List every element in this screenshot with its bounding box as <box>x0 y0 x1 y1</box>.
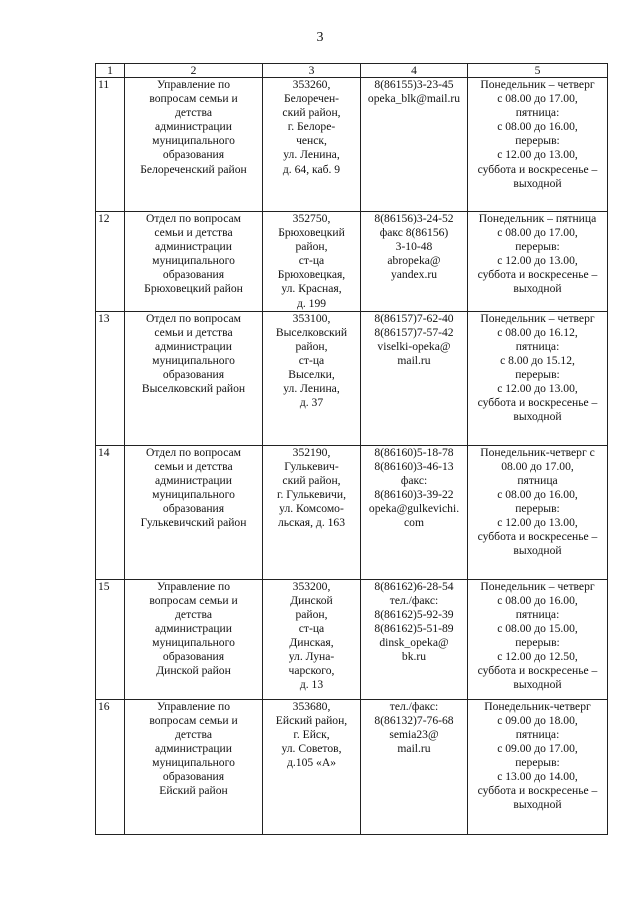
contacts-line: abropeka@ <box>387 254 441 268</box>
schedule-line: выходной <box>513 678 562 692</box>
schedule-line: пятница: <box>515 106 560 120</box>
contacts-line: 3-10-48 <box>395 240 433 254</box>
schedule-line: пятница: <box>515 607 560 621</box>
contacts-line: yandex.ru <box>390 268 438 282</box>
schedule-line: перерыв: <box>515 502 560 516</box>
agency-name-line: муниципального <box>152 487 235 501</box>
agency-name-line: образования <box>162 650 225 664</box>
schedule-line: Понедельник – четверг <box>480 579 595 593</box>
schedule-cell <box>468 579 608 699</box>
address-line: д. 199 <box>296 296 327 310</box>
address-line: Ейский район, <box>275 713 348 727</box>
contacts-line: 8(86157)7-62-40 <box>374 311 454 325</box>
agency-name-line: вопросам семьи и <box>149 92 238 106</box>
schedule-line: с 08.00 до 16.12, <box>497 325 578 339</box>
address-line: г. Ейск, <box>293 727 330 741</box>
schedule-cell <box>468 699 608 834</box>
agency-name-line: Динской район <box>156 664 231 678</box>
agency-name-line: семьи и детства <box>154 325 233 339</box>
address-line: 353260, <box>292 78 331 91</box>
contacts-line: 8(86156)3-24-52 <box>374 212 454 225</box>
table-row <box>96 579 608 699</box>
table-body <box>96 64 608 835</box>
schedule-line: с 08.00 до 16.00, <box>497 487 578 501</box>
contacts-line: 8(86162)5-51-89 <box>374 621 454 635</box>
contacts-line: com <box>404 516 424 530</box>
address-line: ул. Ленина, <box>283 382 340 396</box>
schedule-line: с 09.00 до 18.00, <box>497 713 578 727</box>
column-header-5: 5 <box>468 64 608 78</box>
agency-name-line: администрации <box>155 120 232 134</box>
schedule-line: перерыв: <box>515 134 560 148</box>
address-line: д. 13 <box>299 678 324 692</box>
agency-name-line: образования <box>162 268 225 282</box>
address-cell <box>263 579 361 699</box>
table-row <box>96 311 608 445</box>
agency-name-line: образования <box>162 368 225 382</box>
agency-name-line: семьи и детства <box>154 226 233 240</box>
schedule-line: выходной <box>513 544 562 558</box>
agency-name-line: детства <box>175 106 212 120</box>
address-line: Брюховецкий <box>278 226 345 240</box>
schedule-line: пятница: <box>515 727 560 741</box>
agency-name-line: муниципального <box>152 254 235 268</box>
agency-name-line: администрации <box>155 741 232 755</box>
contacts-cell <box>361 311 468 445</box>
address-line: Выселковский <box>275 325 348 339</box>
contacts-line: факс 8(86156) <box>379 226 449 240</box>
schedule-cell <box>468 445 608 579</box>
agency-name-line: Отдел по вопросам <box>146 311 241 325</box>
schedule-cell <box>468 212 608 312</box>
address-line: Динская, <box>289 636 334 650</box>
row-number: 14 <box>96 445 125 579</box>
table-row <box>96 445 608 579</box>
schedule-cell <box>468 78 608 212</box>
contacts-table <box>95 63 608 835</box>
agency-name-line: Брюховецкий район <box>144 282 243 296</box>
contacts-line: 8(86162)5-92-39 <box>374 607 454 621</box>
agency-name-cell <box>125 699 263 834</box>
schedule-line: перерыв: <box>515 368 560 382</box>
agency-name-line: администрации <box>155 339 232 353</box>
contacts-line: opeka@gulkevichi. <box>368 502 460 516</box>
contacts-line: semia23@ <box>389 727 439 741</box>
schedule-line: Понедельник-четверг <box>484 699 591 713</box>
agency-name-cell <box>125 212 263 312</box>
contacts-line: mail.ru <box>397 741 431 755</box>
schedule-line: с 12.00 до 12.50, <box>497 650 578 664</box>
schedule-line: Понедельник-четверг с <box>480 445 595 459</box>
address-line: ченск, <box>296 134 327 148</box>
schedule-line: с 12.00 до 13.00, <box>497 148 578 162</box>
agency-name-line: семьи и детства <box>154 459 233 473</box>
agency-name-line: администрации <box>155 240 232 254</box>
schedule-line: перерыв: <box>515 756 560 770</box>
agency-name-line: администрации <box>155 621 232 635</box>
schedule-line: выходной <box>513 410 562 424</box>
contacts-line: mail.ru <box>397 353 431 367</box>
contacts-line: 8(86132)7-76-68 <box>374 713 454 727</box>
schedule-line: Понедельник – четверг <box>480 78 595 91</box>
contacts-cell <box>361 212 468 312</box>
address-line: Гулькевич- <box>284 459 339 473</box>
column-header-4: 4 <box>361 64 468 78</box>
contacts-line: dinsk_opeka@ <box>379 636 449 650</box>
agency-name-line: Отдел по вопросам <box>146 445 241 459</box>
schedule-line: Понедельник – четверг <box>480 311 595 325</box>
agency-name-line: образования <box>162 770 225 784</box>
agency-name-line: администрации <box>155 473 232 487</box>
schedule-line: выходной <box>513 798 562 812</box>
schedule-line: суббота и воскресенье – <box>477 664 598 678</box>
schedule-line: суббота и воскресенье – <box>477 162 598 176</box>
address-line: льская, д. 163 <box>277 516 346 530</box>
schedule-line: с 12.00 до 13.00, <box>497 382 578 396</box>
agency-name-line: образования <box>162 148 225 162</box>
contacts-line: bk.ru <box>401 650 427 664</box>
address-line: ский район, <box>282 106 341 120</box>
schedule-line: перерыв: <box>515 240 560 254</box>
address-cell <box>263 311 361 445</box>
schedule-line: суббота и воскресенье – <box>477 268 598 282</box>
row-number: 15 <box>96 579 125 699</box>
schedule-line: пятница <box>517 473 558 487</box>
address-line: ст-ца <box>298 353 325 367</box>
address-cell <box>263 699 361 834</box>
address-line: Динской <box>290 593 333 607</box>
address-line: ул. Красная, <box>281 282 342 296</box>
contacts-line: 8(86157)7-57-42 <box>374 325 454 339</box>
agency-name-line: образования <box>162 502 225 516</box>
schedule-line: с 12.00 до 13.00, <box>497 516 578 530</box>
schedule-line: выходной <box>513 176 562 190</box>
contacts-cell <box>361 699 468 834</box>
agency-name-cell <box>125 445 263 579</box>
contacts-line: факс: <box>400 473 428 487</box>
schedule-line: Понедельник – пятница <box>478 212 597 225</box>
address-cell <box>263 212 361 312</box>
agency-name-line: Гулькевичский район <box>140 516 247 530</box>
table-row <box>96 78 608 212</box>
address-line: район, <box>295 339 328 353</box>
address-line: ский район, <box>282 473 341 487</box>
column-header-1: 1 <box>96 64 125 78</box>
address-line: район, <box>295 607 328 621</box>
address-line: д. 64, каб. 9 <box>282 162 341 176</box>
address-line: Выселки, <box>288 368 335 382</box>
contacts-line: 8(86160)3-39-22 <box>374 487 454 501</box>
schedule-line: выходной <box>513 282 562 296</box>
header-row <box>96 64 608 78</box>
agency-name-cell <box>125 311 263 445</box>
address-line: 353100, <box>292 311 331 325</box>
schedule-line: с 08.00 до 16.00, <box>497 120 578 134</box>
agency-name-line: муниципального <box>152 353 235 367</box>
agency-name-line: вопросам семьи и <box>149 713 238 727</box>
agency-name-line: детства <box>175 727 212 741</box>
schedule-line: с 08.00 до 16.00, <box>497 593 578 607</box>
agency-name-line: Управление по <box>156 579 231 593</box>
contacts-line: viselki-opeka@ <box>377 339 451 353</box>
contacts-cell <box>361 579 468 699</box>
row-number: 11 <box>96 78 125 212</box>
address-cell <box>263 78 361 212</box>
schedule-line: перерыв: <box>515 636 560 650</box>
schedule-line: с 08.00 до 15.00, <box>497 621 578 635</box>
address-line: ул. Луна- <box>288 650 335 664</box>
row-number: 16 <box>96 699 125 834</box>
address-line: 352750, <box>292 212 331 225</box>
schedule-line: суббота и воскресенье – <box>477 396 598 410</box>
agency-name-line: муниципального <box>152 636 235 650</box>
address-line: район, <box>295 240 328 254</box>
schedule-line: суббота и воскресенье – <box>477 784 598 798</box>
contacts-line: 8(86160)5-18-78 <box>374 445 454 459</box>
contacts-line: тел./факс: <box>389 699 439 713</box>
schedule-line: с 13.00 до 14.00, <box>497 770 578 784</box>
schedule-line: с 09.00 до 17.00, <box>497 741 578 755</box>
schedule-line: с 08.00 до 17.00, <box>497 92 578 106</box>
address-line: ул. Советов, <box>281 741 342 755</box>
row-number: 12 <box>96 212 125 312</box>
schedule-line: с 08.00 до 17.00, <box>497 226 578 240</box>
address-line: 353680, <box>292 699 331 713</box>
address-line: Брюховецкая, <box>277 268 346 282</box>
contacts-cell <box>361 445 468 579</box>
address-line: д. 37 <box>299 396 324 410</box>
contacts-cell <box>361 78 468 212</box>
column-header-3: 3 <box>263 64 361 78</box>
agency-name-line: Управление по <box>156 699 231 713</box>
agency-name-line: Выселковский район <box>141 382 246 396</box>
schedule-cell <box>468 311 608 445</box>
address-line: ул. Ленина, <box>283 148 340 162</box>
address-line: ул. Комсомо- <box>279 502 344 516</box>
contacts-line: 8(86162)6-28-54 <box>374 579 454 593</box>
schedule-line: с 8.00 до 15.12, <box>500 353 575 367</box>
agency-name-line: Белореченский район <box>140 162 247 176</box>
address-line: Белоречен- <box>283 92 340 106</box>
table-row <box>96 699 608 834</box>
agency-name-line: Управление по <box>156 78 231 91</box>
schedule-line: с 12.00 до 13.00, <box>497 254 578 268</box>
table-row <box>96 212 608 312</box>
address-line: 353200, <box>292 579 331 593</box>
schedule-line: пятница: <box>515 339 560 353</box>
address-line: 352190, <box>292 445 331 459</box>
column-header-2: 2 <box>125 64 263 78</box>
contacts-line: 8(86155)3-23-45 <box>374 78 454 91</box>
agency-name-line: вопросам семьи и <box>149 593 238 607</box>
agency-name-line: муниципального <box>152 134 235 148</box>
agency-name-line: Ейский район <box>159 784 228 798</box>
address-line: д.105 «А» <box>286 756 337 770</box>
agency-name-line: Отдел по вопросам <box>146 212 241 225</box>
address-line: г. Гулькевичи, <box>277 487 346 501</box>
contacts-line: тел./факс: <box>389 593 439 607</box>
address-line: г. Белоре- <box>287 120 336 134</box>
schedule-line: суббота и воскресенье – <box>477 530 598 544</box>
address-line: чарского, <box>288 664 335 678</box>
agency-name-line: детства <box>175 607 212 621</box>
page-number: 3 <box>316 30 324 45</box>
address-line: ст-ца <box>298 621 325 635</box>
contacts-line: 8(86160)3-46-13 <box>374 459 454 473</box>
address-cell <box>263 445 361 579</box>
address-line: ст-ца <box>298 254 325 268</box>
agency-name-cell <box>125 579 263 699</box>
agency-name-line: муниципального <box>152 756 235 770</box>
schedule-line: 08.00 до 17.00, <box>501 459 574 473</box>
row-number: 13 <box>96 311 125 445</box>
contacts-line: opeka_blk@mail.ru <box>367 92 461 106</box>
agency-name-cell <box>125 78 263 212</box>
